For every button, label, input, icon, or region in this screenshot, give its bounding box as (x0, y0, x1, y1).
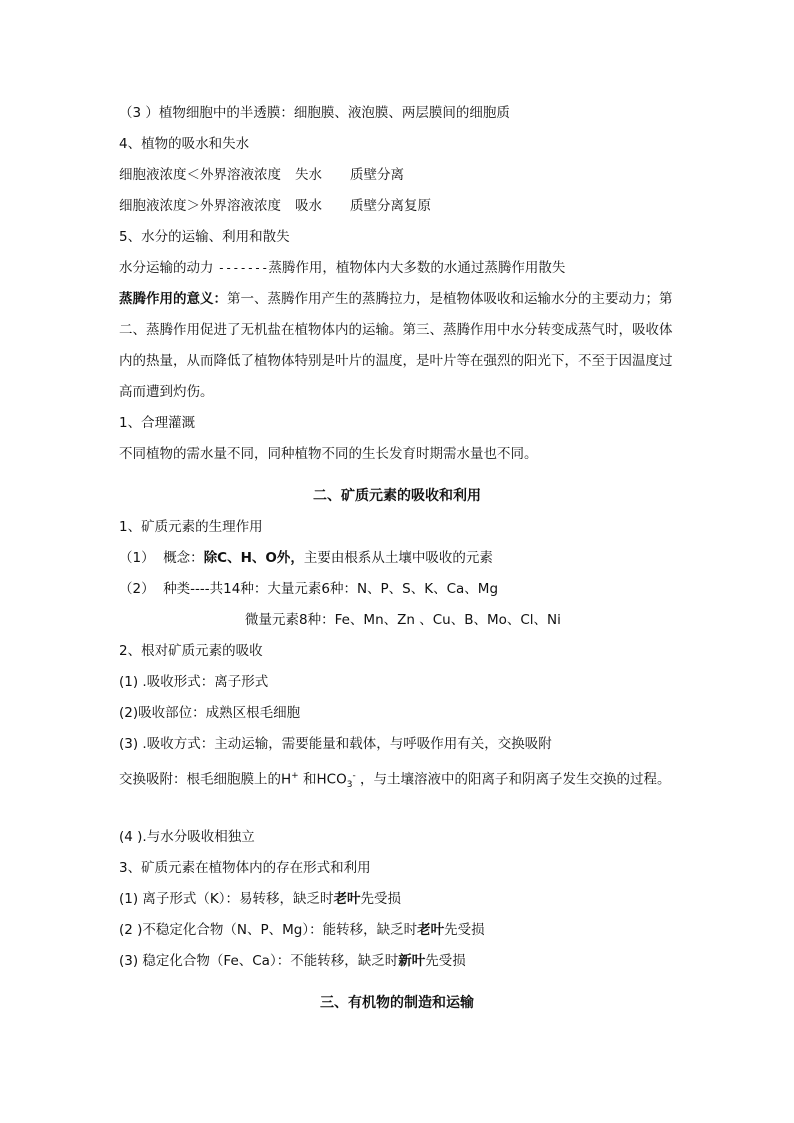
text-segment: ------- (217, 261, 269, 275)
bold-term: 除C、H、O外， (203, 550, 304, 566)
text-line-absorb-method: (3) .吸收方式：主动运输，需要能量和载体，与呼吸作用有关，交换吸附 (119, 736, 552, 752)
text-line-transport-force (119, 258, 565, 278)
text-line-absorb-form: (1) .吸收形式：离子形式 (119, 674, 269, 690)
text-segment: 细胞液浓度＜外界溶液浓度 (119, 167, 281, 183)
text-segment: (2 )不稳定化合物（N、P、Mg）：能转移，缺乏时 (119, 922, 418, 938)
text-line-trace-elements: 微量元素8种：Fe、Mn、Zn 、Cu、B、Mo、Cl、Ni (245, 612, 561, 628)
text-line-stable-compound (119, 951, 466, 971)
text-line-semipermeable: （3 ）植物细胞中的半透膜：细胞膜、液泡膜、两层膜间的细胞质 (119, 105, 510, 121)
bold-term: 蒸腾作用的意义： (119, 291, 227, 307)
text-segment: 水分运输的动力 (119, 260, 214, 276)
text-segment: 交换吸附：根毛细胞膜上的H (119, 771, 292, 788)
text-segment: 蒸腾作用，植物体内大多数的水通过蒸腾作用散失 (268, 260, 566, 276)
text-segment: 和HCO (298, 771, 347, 788)
subscript: 3 (346, 780, 353, 791)
text-line-unstable-compound (119, 920, 485, 940)
text-segment: 吸水 (295, 198, 322, 214)
bold-term: 新叶 (398, 953, 426, 969)
text-segment: （1） (119, 550, 155, 566)
text-segment: 质壁分离 (350, 167, 404, 183)
superscript: - (352, 771, 356, 781)
text-segment: 种类----共14种：大量元素6种：N、P、S、K、Ca、Mg (163, 581, 499, 597)
superscript: + (291, 771, 299, 781)
text-line-irrigation: 1、合理灌溉 (119, 415, 196, 431)
text-line-section-3: 3、矿质元素在植物体内的存在形式和利用 (119, 860, 371, 876)
text-line-water-loss (119, 165, 404, 185)
text-line-ion-form (119, 889, 401, 909)
text-segment: 概念： (163, 550, 204, 566)
text-segment: 先受损 (425, 953, 466, 969)
text-line-water-demand: 不同植物的需水量不同，同种植物不同的生长发育时期需水量也不同。 (119, 446, 538, 462)
section-heading-mineral: 二、矿质元素的吸收和利用 (313, 488, 481, 504)
text-segment: 先受损 (444, 922, 485, 938)
text-line-concept (119, 548, 493, 568)
text-segment: 先受损 (360, 891, 402, 907)
text-line-mineral-function: 1、矿质元素的生理作用 (119, 519, 263, 535)
text-segment: ，与土壤溶液中的阳离子和阴离子发生交换的过程。 (355, 771, 671, 788)
text-line-root-absorption: 2、根对矿质元素的吸收 (119, 643, 263, 659)
text-segment: 细胞液浓度＞外界溶液浓度 (119, 198, 281, 214)
text-segment: 第一、蒸腾作用产生的蒸腾拉力，是植物体吸收和运输水分的主要动力；第二、蒸腾作用促进了无机盐在植物体内的运输。第三、蒸腾作用中水分转变成蒸气时，吸收体内的热量，从而降低了植物体特别是叶片的温度，是叶片等在强烈的阳光下，不至于因温度过高而遭到灼伤。 (119, 291, 673, 400)
text-line-types (119, 579, 498, 599)
text-line-absorb-site: (2)吸收部位：成熟区根毛细胞 (119, 705, 301, 721)
bold-term: 老叶 (417, 922, 445, 938)
section-heading-organic: 三、有机物的制造和运输 (320, 995, 474, 1011)
text-line-independent: (4 ).与水分吸收相独立 (119, 829, 255, 845)
paragraph-transpiration-significance (119, 284, 679, 408)
text-segment: (1) 离子形式（K）：易转移，缺乏时 (119, 891, 334, 907)
text-segment: 主要由根系从土壤中吸收的元素 (303, 550, 493, 566)
text-segment: 质壁分离复原 (350, 198, 431, 214)
paragraph-exchange-adsorption (119, 761, 679, 801)
text-line-water-absorb (119, 196, 431, 216)
text-line-section-5: 5、水分的运输、利用和散失 (119, 229, 290, 245)
text-segment: (3) 稳定化合物（Fe、Ca）：不能转移，缺乏时 (119, 953, 399, 969)
text-segment: 失水 (295, 167, 322, 183)
text-segment: （2） (119, 581, 155, 597)
text-line-section-4: 4、植物的吸水和失水 (119, 136, 250, 152)
bold-term: 老叶 (333, 891, 361, 907)
